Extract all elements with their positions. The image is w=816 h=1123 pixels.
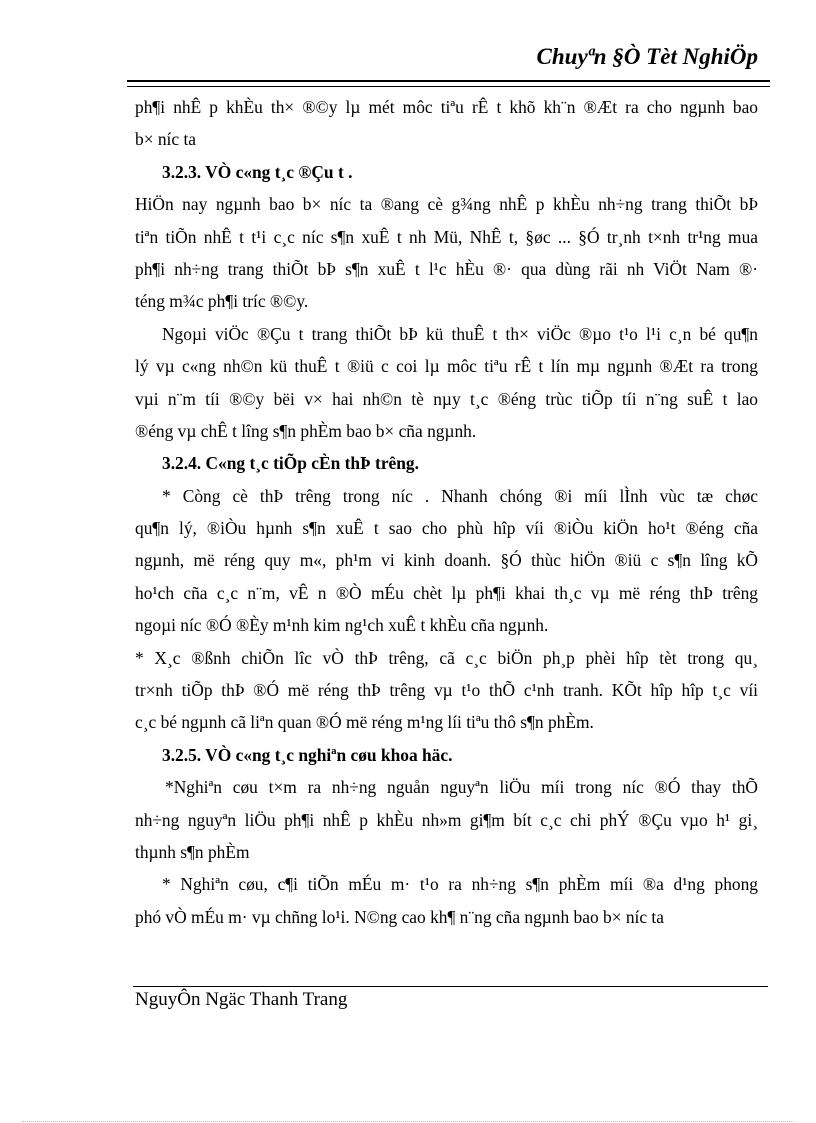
text-line: * Còng cè thÞ trêng trong níc . Nhanh chóng ®i míi lÌnh vùc tæ chøc xyxy=(162,485,758,506)
text-line: * Nghiªn cøu, c¶i tiÕn mÉu m· t¹o ra nh÷ng s¶n phÈm míi ®a d¹ng phong xyxy=(162,874,758,895)
document-body xyxy=(135,91,758,933)
section-heading: 3.2.3. VÒ c«ng t¸c ®Çu t . xyxy=(162,161,353,182)
page-bottom-border xyxy=(22,1121,794,1122)
text-line: HiÖn nay ngµnh bao b× níc ta ®ang cè g¾ng nhÊ p khÈu nh÷ng trang thiÕt bÞ xyxy=(135,194,758,215)
text-line: *Nghiªn cøu t×m ra nh÷ng nguån nguyªn liÖu míi trong níc ®Ó thay thÕ xyxy=(165,777,758,798)
text-line: c¸c bé ngµnh cã liªn quan ®Ó më réng m¹ng líi tiªu thô s¶n phÈm. xyxy=(135,712,594,733)
text-line: ngoµi níc ®Ó ®Èy m¹nh kim ng¹ch xuÊ t khÈu cña ngµnh. xyxy=(135,615,549,636)
header-rule-thin xyxy=(127,86,770,87)
text-line: b× níc ta xyxy=(135,129,196,150)
text-line: ph¶i nh÷ng trang thiÕt bÞ s¶n xuÊ t l¹c hÈu ®· qua dùng rãi nh ViÖt Nam ®· xyxy=(135,258,758,279)
text-line: vµi n¨m tíi ®©y bëi v× hai nh©n tè nµy t¸c ®éng trùc tiÕp tíi n¨ng suÊ t lao xyxy=(135,388,758,409)
text-line: tr×nh tiÕp thÞ ®Ó më réng thÞ trêng vµ t¹o thÕ c¹nh tranh. KÕt hîp hîp t¸c víi xyxy=(135,680,758,701)
page-header-title: Chuyªn §Ò Tèt NghiÖp xyxy=(536,44,758,69)
text-line: tiªn tiÕn nhÊ t t¹i c¸c níc s¶n xuÊ t nh Mü, NhÊ t, §øc ... §Ó tr¸nh t×nh tr¹ng mua xyxy=(135,226,758,247)
text-line: ®éng vµ chÊ t lîng s¶n phÈm bao b× cña ngµnh. xyxy=(135,420,477,441)
text-line: qu¶n lý, ®iÒu hµnh s¶n xuÊ t sao cho phù hîp víi ®iÒu kiÖn ho¹t ®éng cña xyxy=(135,518,758,539)
text-line: thµnh s¶n phÈm xyxy=(135,841,250,862)
text-line: Ngoµi viÖc ®Çu t trang thiÕt bÞ kü thuÊ t th× viÖc ®µo t¹o l¹i c¸n bé qu¶n xyxy=(162,323,758,344)
footer-rule xyxy=(133,986,768,987)
text-line: phó vÒ mÉu m· vµ chñng lo¹i. N©ng cao kh¶ n¨ng cña ngµnh bao b× níc ta xyxy=(135,906,664,927)
section-heading: 3.2.5. VÒ c«ng t¸c nghiªn cøu khoa häc. xyxy=(162,744,453,765)
text-line: * X¸c ®ßnh chiÕn lîc vÒ thÞ trêng, cã c¸c biÖn ph¸p phèi hîp tèt trong qu¸ xyxy=(135,647,758,668)
section-heading: 3.2.4. C«ng t¸c tiÕp cÈn thÞ trêng. xyxy=(162,453,419,474)
text-line: ho¹ch cña c¸c n¨m, vÊ n ®Ò mÉu chèt lµ ph¶i khai th¸c vµ më réng thÞ trêng xyxy=(135,582,758,603)
text-line: lý vµ c«ng nh©n kü thuÊ t ®iü c coi lµ môc tiªu rÊ t lín mµ ngµnh ®Æt ra trong xyxy=(135,356,758,377)
text-line: ph¶i nhÊ p khÈu th× ®©y lµ mét môc tiªu rÊ t khõ kh¨n ®Æt ra cho ngµnh bao xyxy=(135,97,758,117)
footer-author: NguyÔn Ngäc Thanh Trang xyxy=(135,989,348,1010)
text-line: téng m¾c ph¶i tríc ®©y. xyxy=(135,291,309,312)
text-line: ngµnh, më réng quy m«, ph¹m vi kinh doanh. §Ó thùc hiÖn ®iü c s¶n lîng kÕ xyxy=(135,550,758,571)
header-rule-thick xyxy=(127,80,770,82)
text-line: nh÷ng nguyªn liÖu ph¶i nhÊ p khÈu nh»m gi¶m bít c¸c chi phÝ ®Çu vµo h¹ gi¸ xyxy=(135,809,758,830)
